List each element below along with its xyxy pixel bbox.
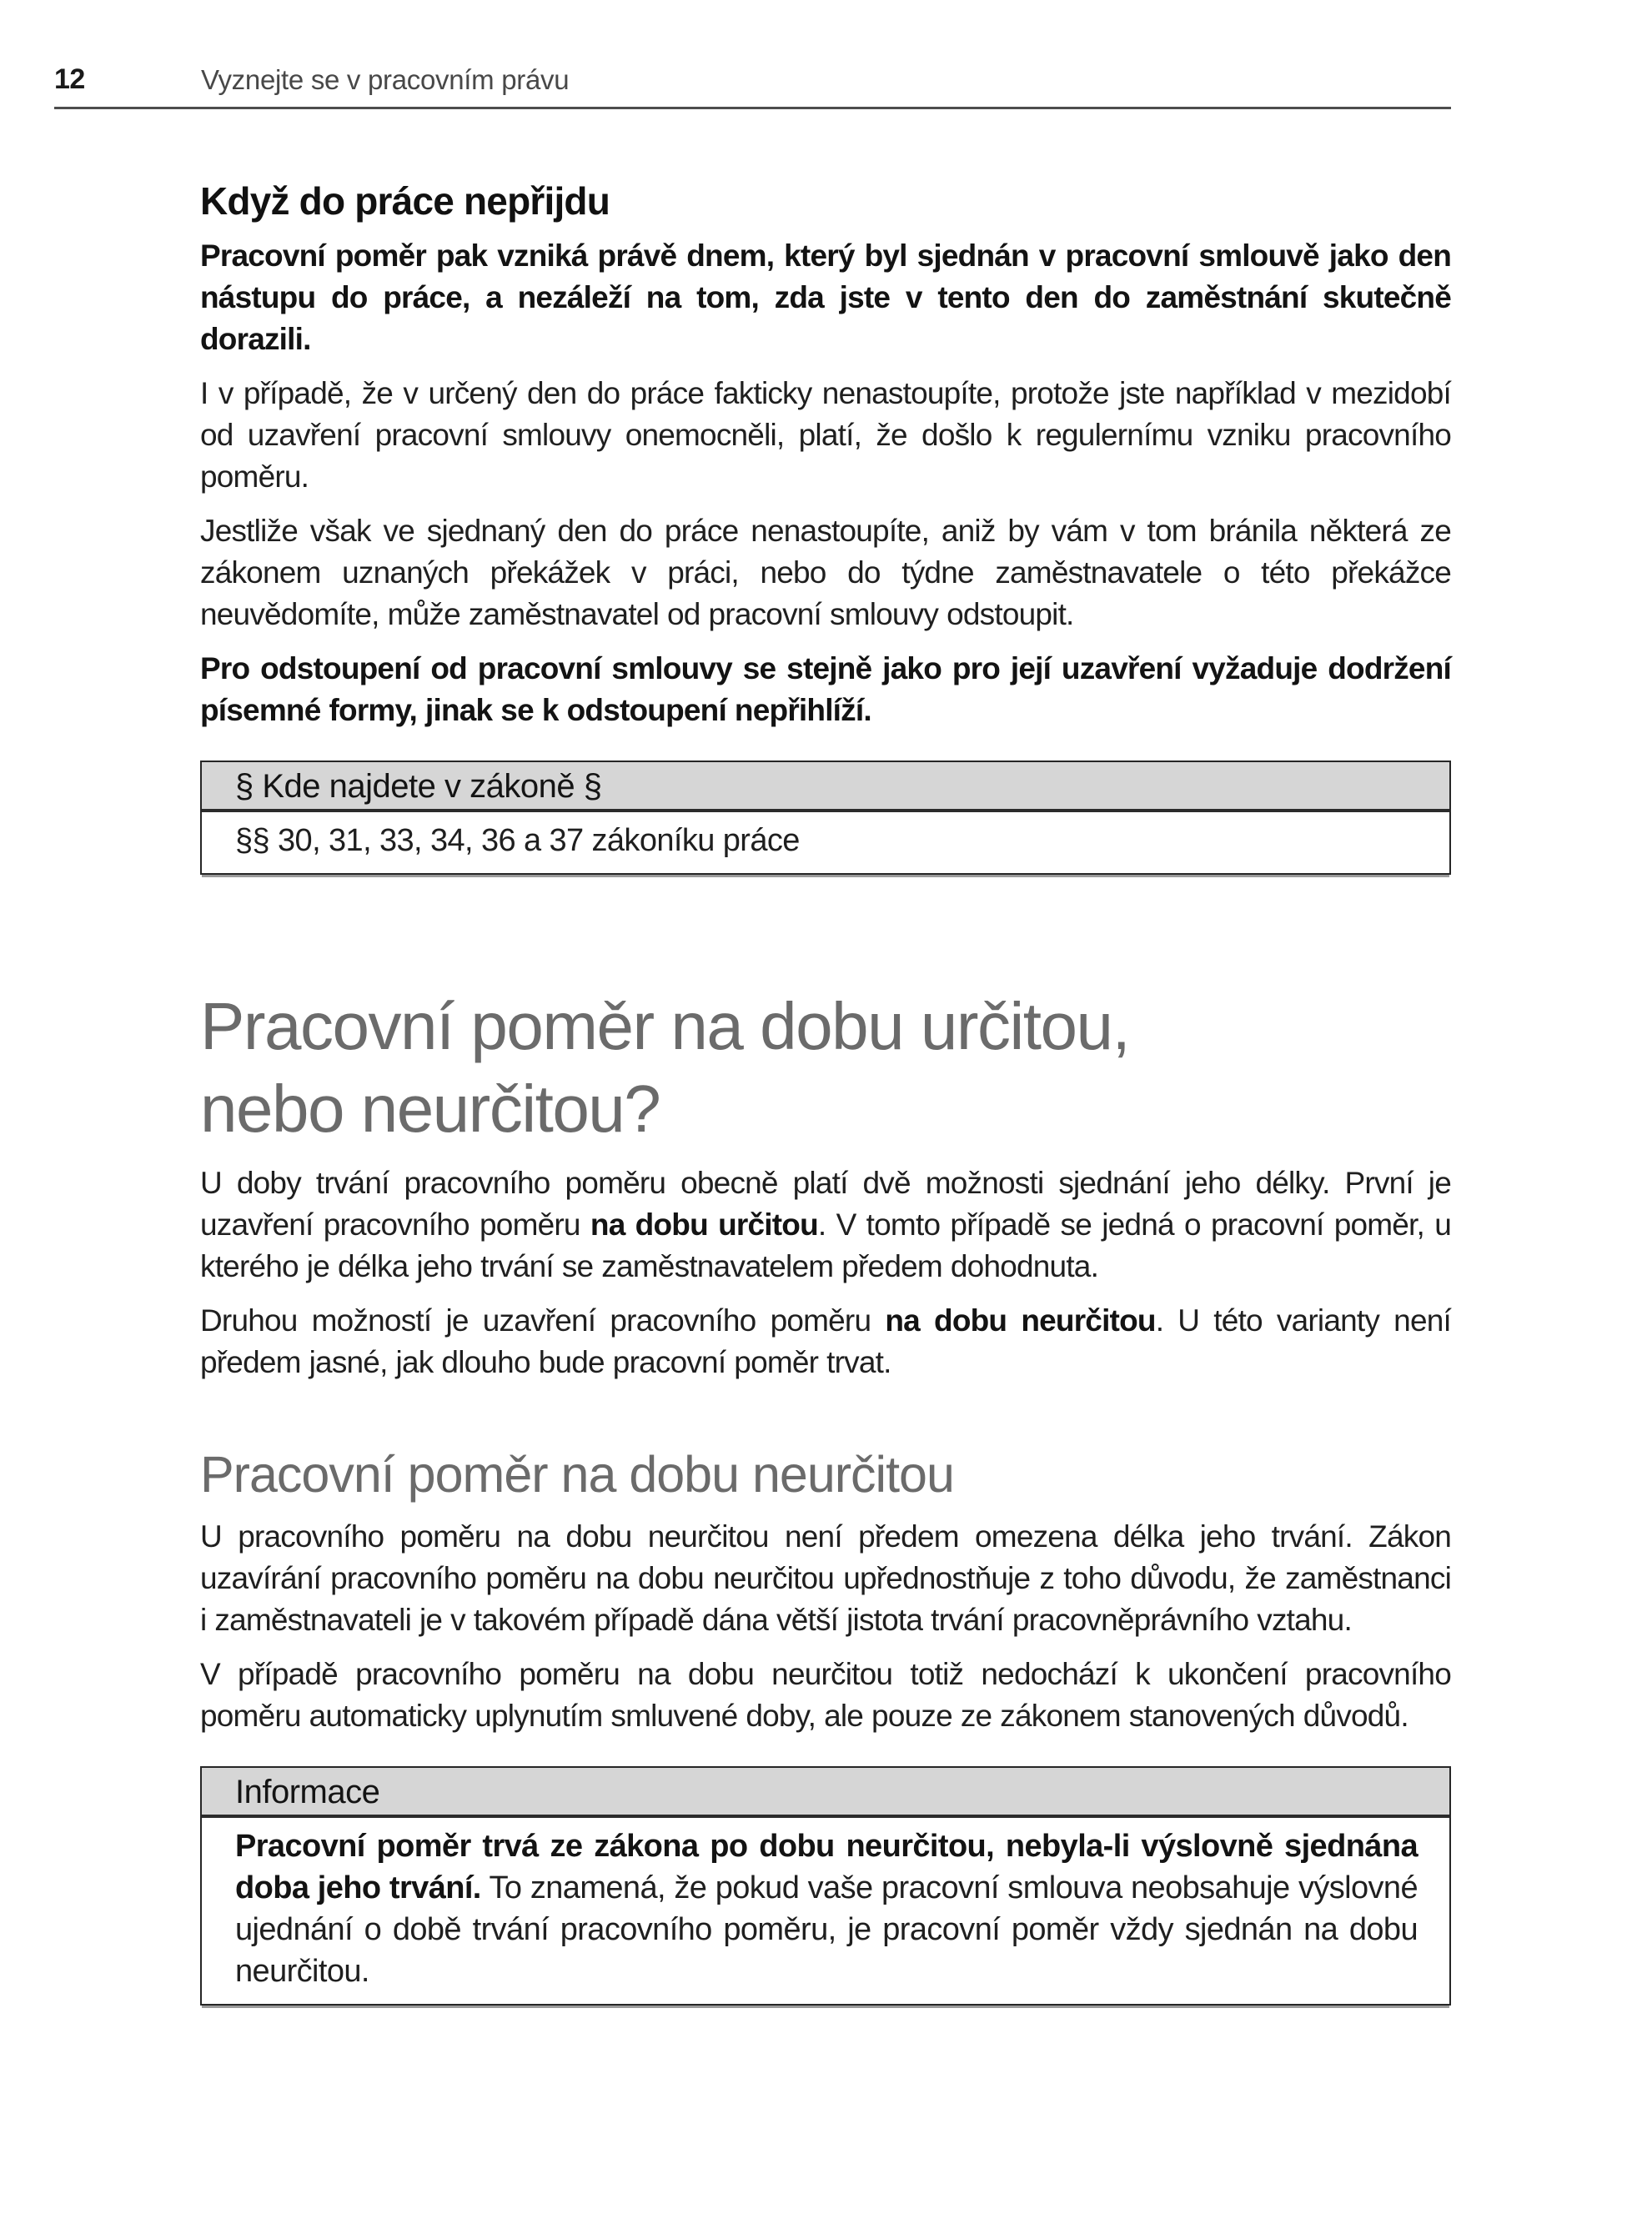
paragraph-6-text-cont: . U této varianty není předem jasné, jak dlouho bude pracovní poměr trvat.: [200, 1303, 1451, 1379]
chapter-title-line2: nebo neurčitou?: [200, 1072, 660, 1146]
paragraph-6-bold-term: na dobu neurčitou: [885, 1303, 1156, 1338]
paragraph-3: Jestliže však ve sjednaný den do práce nenastoupíte, aniž by vám v tom bránila některá ze zákonem uznaných překážek v práci, nebo do týdne zaměstnavatele o této překážce neuvědomíte, může zaměstnavatel od pracovní smlouvy odstoupit.: [200, 514, 1451, 631]
text-column: [200, 0, 1451, 2006]
paragraph-6-text: Druhou možností je uzavření pracovního poměru: [200, 1303, 886, 1338]
law-reference-box: [200, 761, 1451, 875]
section-title: Pracovní poměr na dobu neurčitou: [200, 1446, 954, 1503]
chapter-title: [200, 985, 1451, 1150]
paragraph-5-text-cont: . V tomto případě se jedná o pracovní poměr, u kterého je délka jeho trvání se zaměstnavatelem předem dohodnuta.: [200, 1207, 1452, 1283]
subsection-heading: Když do práce nepřijdu: [200, 179, 610, 223]
paragraph-5: [200, 1162, 1451, 1288]
info-box-bold-lead: Pracovní poměr trvá ze zákona po dobu neurčitou, nebyla-li výslovně sjednána doba jeho trvání.: [235, 1829, 1418, 1905]
chapter-title-line1: Pracovní poměr na dobu určitou,: [200, 989, 1130, 1063]
paragraph-4-bold: Pro odstoupení od pracovní smlouvy se stejně jako pro její uzavření vyžaduje dodržení písemné formy, jinak se k odstoupení nepřihlíží.: [200, 651, 1451, 727]
paragraph-lead-bold: Pracovní poměr pak vzniká právě dnem, který byl sjednán v pracovní smlouvě jako den nástupu do práce, a nezáleží na tom, zda jste v tento den do zaměstnání skutečně dorazili.: [200, 238, 1451, 356]
law-reference-box-body: §§ 30, 31, 33, 34, 36 a 37 zákoníku práce: [235, 823, 800, 858]
info-box-header: Informace: [202, 1768, 1449, 1818]
paragraph-5-text: U doby trvání pracovního poměru obecně platí dvě možnosti sjednání jeho délky. První je uzavření pracovního poměru: [200, 1166, 1451, 1242]
info-box: [200, 1766, 1451, 2006]
paragraph-8: V případě pracovního poměru na dobu neurčitou totiž nedochází k ukončení pracovního poměru automaticky uplynutím smluvené doby, ale pouze ze zákonem stanovených důvodů.: [200, 1657, 1451, 1733]
paragraph-2: I v případě, že v určený den do práce fakticky nenastoupíte, protože jste například v mezidobí od uzavření pracovní smlouvy onemocněli, platí, že došlo k regulernímu vzniku pracovního poměru.: [200, 376, 1451, 494]
running-title: Vyznejte se v pracovním právu: [201, 64, 570, 95]
paragraph-6: [200, 1300, 1451, 1383]
law-reference-box-header: § Kde najdete v zákoně §: [202, 762, 1449, 812]
info-box-body: [202, 1818, 1449, 2004]
info-box-text: To znamená, že pokud vaše pracovní smlouva neobsahuje výslovné ujednání o době trvání pracovního poměru, je pracovní poměr vždy sjednán na dobu neurčitou.: [235, 1870, 1418, 1989]
page-number: 12: [54, 63, 85, 95]
paragraph-5-bold-term: na dobu určitou: [590, 1207, 818, 1242]
paragraph-7: U pracovního poměru na dobu neurčitou není předem omezena délka jeho trvání. Zákon uzavírání pracovního poměru na dobu neurčitou upřednostňuje z toho důvodu, že zaměstnanci i zaměstnavateli je v takovém případě dána větší jistota trvání pracovněprávního vztahu.: [200, 1519, 1451, 1637]
